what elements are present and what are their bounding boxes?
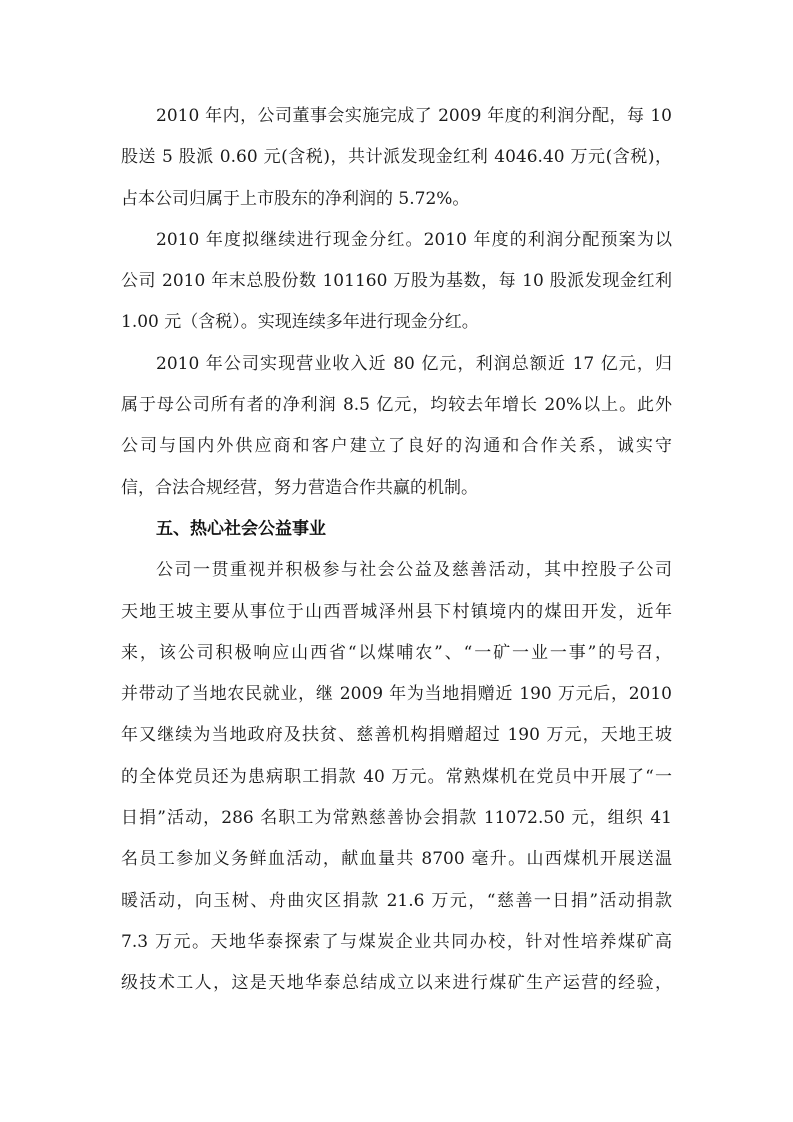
paragraph-profit-distribution-2009: [121, 96, 672, 220]
text-line: 属于母公司所有者的净利润 8.5 亿元，均较去年增长 20%以上。此外: [121, 395, 672, 416]
text-line: 的全体党员还为患病职工捐款 40 万元。常熟煤机在党员中开展了“一: [121, 766, 672, 787]
text-line: 2010 年度拟继续进行现金分红。2010 年度的利润分配预案为以: [156, 229, 672, 250]
text-line: 名员工参加义务鲜血活动，献血量共 8700 毫升。山西煤机开展送温: [121, 849, 672, 870]
section-heading: 五、热心社会公益事业: [156, 518, 326, 539]
text-line: 2010 年公司实现营业收入近 80 亿元，利润总额近 17 亿元，归: [156, 353, 672, 374]
text-line: 天地王坡主要从事位于山西晋城泽州县下村镇境内的煤田开发，近年: [121, 601, 672, 622]
text-line: 公司与国内外供应商和客户建立了良好的沟通和合作关系，诚实守: [121, 436, 672, 457]
text-line: 公司 2010 年末总股份数 101160 万股为基数，每 10 股派发现金红利: [121, 271, 672, 292]
document-body: [121, 96, 672, 1005]
text-line: 公司一贯重视并积极参与社会公益及慈善活动，其中控股子公司: [156, 560, 672, 581]
text-line: 7.3 万元。天地华泰探索了与煤炭企业共同办校，针对性培养煤矿高: [121, 931, 672, 952]
text-line: 信，合法合规经营，努力营造合作共赢的机制。: [121, 477, 478, 498]
text-line: 来，该公司积极响应山西省“以煤哺农”、“一矿一业一事”的号召，: [121, 642, 672, 663]
text-line: 年又继续为当地政府及扶贫、慈善机构捐赠超过 190 万元，天地王坡: [121, 725, 672, 746]
text-line: 2010 年内，公司董事会实施完成了 2009 年度的利润分配，每 10: [156, 106, 672, 126]
text-line: 级技术工人，这是天地华泰总结成立以来进行煤矿生产运营的经验，: [121, 973, 672, 994]
paragraph-public-welfare: [121, 550, 672, 1004]
text-line: 股送 5 股派 0.60 元(含税)，共计派发现金红利 4046.40 万元(含税)，: [121, 147, 672, 168]
paragraph-operating-results-2010: [121, 344, 672, 509]
text-line: 日捐”活动，286 名职工为常熟慈善协会捐款 11072.50 元，组织 41: [121, 808, 672, 829]
text-line: 1.00 元（含税）。实现连续多年进行现金分红。: [121, 312, 479, 333]
text-line: 暖活动，向玉树、舟曲灾区捐款 21.6 万元，“慈善一日捐”活动捐款: [121, 890, 672, 911]
paragraph-dividend-plan-2010: [121, 220, 672, 344]
text-line: 占本公司归属于上市股东的净利润的 5.72%。: [121, 188, 470, 209]
text-line: 并带动了当地农民就业，继 2009 年为当地捐赠近 190 万元后，2010: [121, 684, 672, 705]
